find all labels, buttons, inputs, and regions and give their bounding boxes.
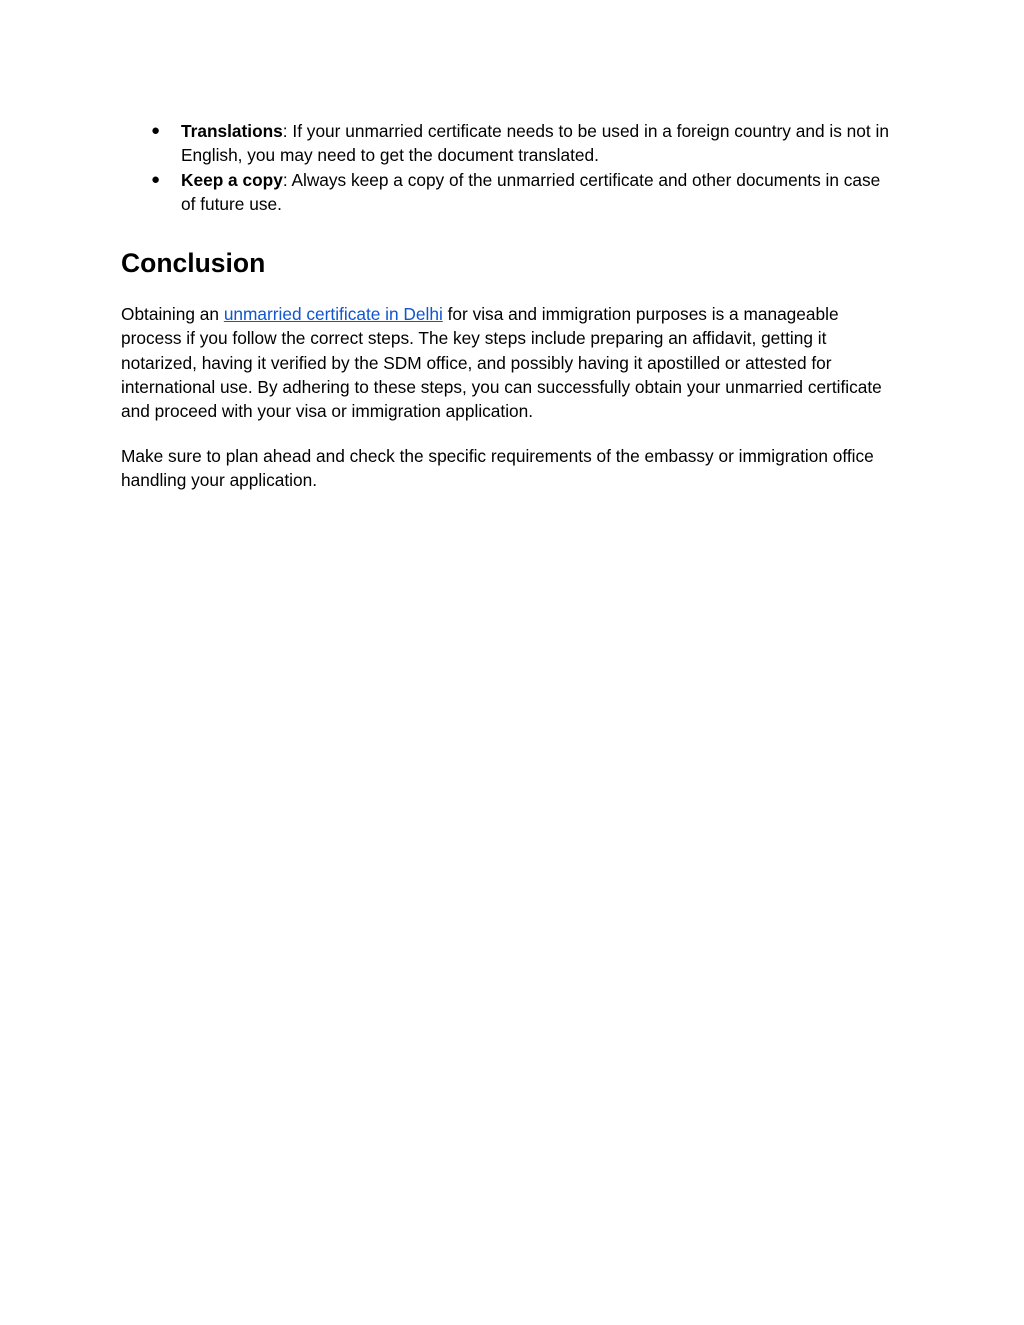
tip-text: : If your unmarried certificate needs to be used in a foreign country and is not in English, you may need to get the document translated.: [181, 121, 889, 166]
conclusion-paragraph: [121, 302, 896, 423]
bullet-icon: ●: [151, 170, 161, 188]
closing-paragraph: Make sure to plan ahead and check the specific requirements of the embassy or immigration office handling your application.: [121, 446, 874, 491]
tip-term: Translations: [181, 121, 283, 141]
conclusion-heading: Conclusion: [121, 248, 266, 278]
tip-term: Keep a copy: [181, 169, 283, 190]
tip-text: : Always keep a copy of the unmarried certificate and other documents in case of future use.: [181, 169, 881, 214]
paragraph-text-start: Obtaining an: [121, 304, 224, 324]
tips-list: [121, 119, 896, 216]
list-item-keep-a-copy: [121, 168, 896, 217]
bullet-icon: ●: [151, 122, 161, 139]
list-item-translations: [121, 119, 896, 168]
unmarried-certificate-link[interactable]: unmarried certificate in Delhi: [223, 304, 443, 324]
paragraph-text-end: for visa and immigration purposes is a manageable process if you follow the correct steps. The key steps include preparing an affidavit, getting it notarized, having it verified by the SDM office, and possibly having it apostilled or attested for international use. By adhering to these steps, you can successfully obtain your unmarried certificate and proceed with your visa or immigration application.: [121, 304, 882, 422]
